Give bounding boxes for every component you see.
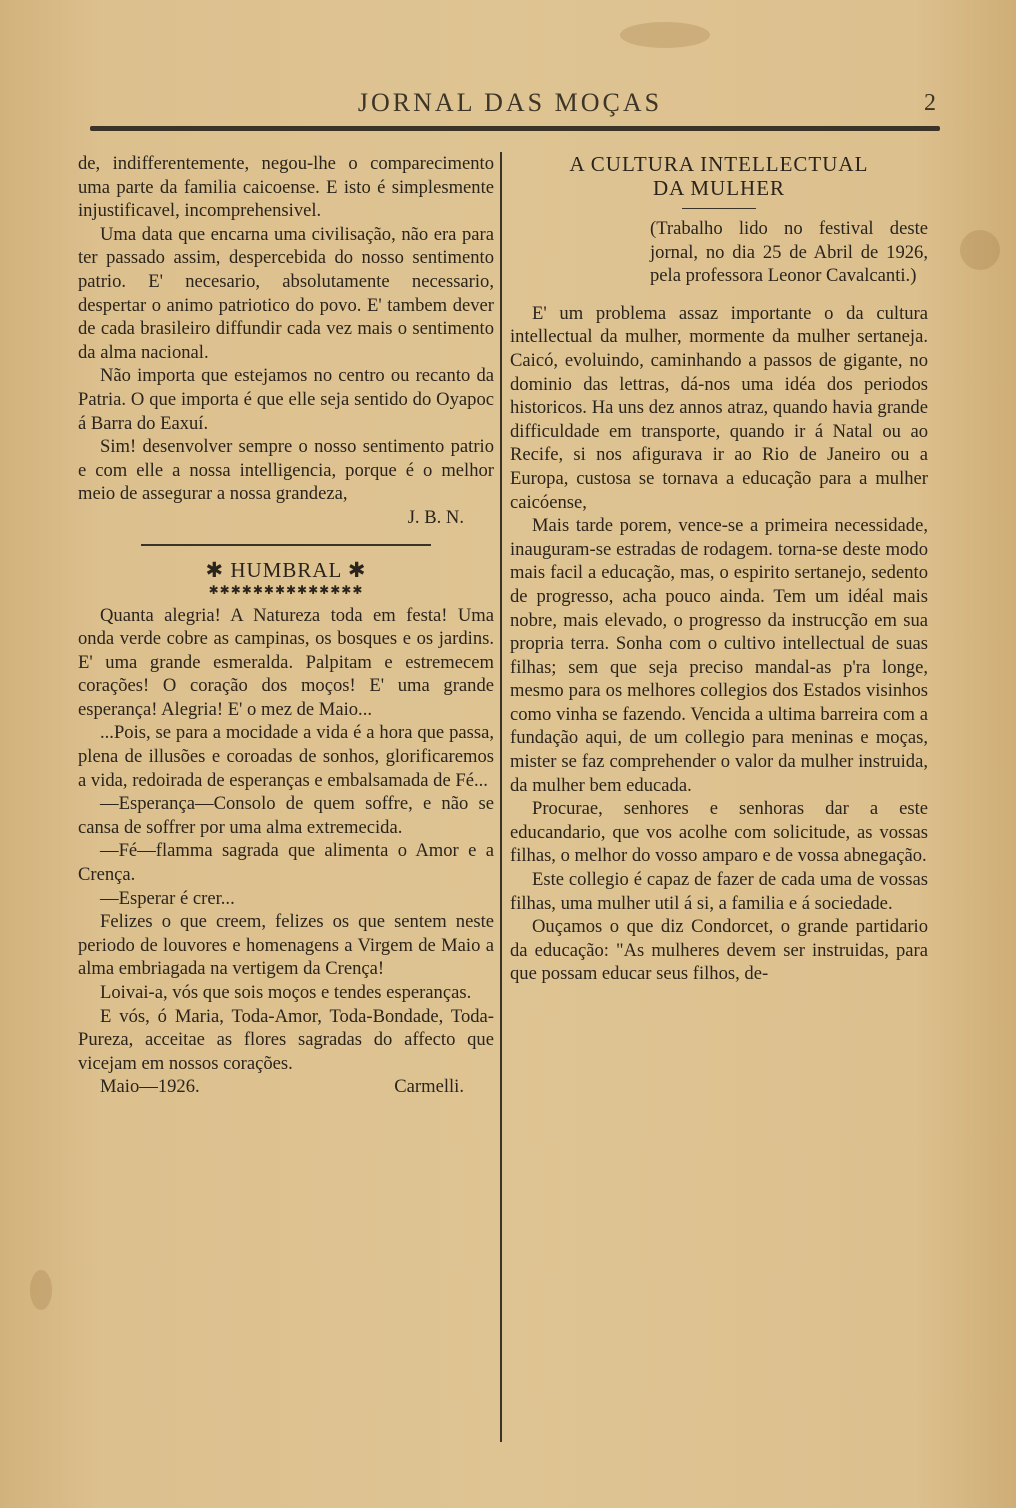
title-ornament: ✱ bbox=[347, 557, 367, 582]
article-credit: (Trabalho lido no festival deste jornal, no dia 25 de Abril de 1926, pela professora Leonor Cavalcanti.) bbox=[650, 218, 928, 287]
poem-section bbox=[78, 558, 494, 1099]
poem-paragraph: ...Pois, se para a mocidade a vida é a hora que passa, plena de illusões e coroadas de sonhos, glorificaremos a vida, redoirada de esperanças e embalsamada de Fé... bbox=[78, 722, 494, 791]
article-paragraph: Este collegio é capaz de fazer de cada uma de vossas filhas, uma mulher util á si, a familia e á sociedade. bbox=[510, 869, 928, 914]
article-signature: J. B. N. bbox=[407, 506, 464, 528]
left-column bbox=[78, 152, 494, 1099]
paper-stain bbox=[30, 1270, 52, 1310]
masthead-rule bbox=[90, 126, 940, 131]
poem-date: Maio—1926. bbox=[100, 1076, 200, 1098]
column-divider bbox=[500, 152, 502, 1442]
title-rule bbox=[682, 208, 756, 209]
page-number: 2 bbox=[924, 90, 936, 116]
poem-paragraph: —Fé—flamma sagrada que alimenta o Amor e a Crença. bbox=[78, 840, 494, 886]
article-paragraph: Mais tarde porem, vence-se a primeira necessidade, inauguram-se estradas de rodagem. torna-se deste modo mais facil a educação, mas, o espirito sertanejo, sedento de progresso, acha pouco ainda. Tem um idéal mais nobre, mais elevado, o progresso da instrucção em sua propria terra. Sonha com o cultivo intellectual de suas filhas; sem que seja preciso mandal-as p'ra longe, mesmo para os melhores collegios dos Estados visinhos como vinha se fazendo. Vencida a ultima barreira com a fundação aqui, de um collegio para meninas e moças, mister se faz comprehender o valor da mulher instruida, da mulher bem educada. bbox=[510, 515, 928, 796]
poem-paragraph: —Esperar é crer... bbox=[100, 887, 235, 909]
journal-title: JORNAL DAS MOÇAS bbox=[357, 88, 663, 117]
article-title-line: A CULTURA INTELLECTUAL bbox=[569, 152, 869, 176]
ornament-line: ✱✱✱✱✱✱✱✱✱✱✱✱✱✱ bbox=[208, 582, 364, 597]
paper-stain bbox=[960, 230, 1000, 270]
article-paragraph: Uma data que encarna uma civilisação, não era para ter passado assim, despercebida do nosso sentimento patrio. E' necesario, absolutamente necessario, despertar o animo patriotico do povo. E' tambem dever de cada brasileiro diffundir cada vez mais o sentimento da alma nacional. bbox=[78, 223, 494, 363]
article-paragraph: Ouçamos o que diz Condorcet, o grande partidario da educação: "As mulheres devem ser instruidas, para que possam educar seus filhos, de- bbox=[510, 916, 928, 985]
section-rule bbox=[141, 544, 431, 546]
poem-paragraph: Quanta alegria! A Natureza toda em festa! Uma onda verde cobre as campinas, os bosques e os jardins. E' uma grande esmeralda. Palpitam e estremecem corações! O coração dos moços! E' uma grande esperança! Alegria! E' o mez de Maio... bbox=[78, 604, 494, 720]
article-title-line: DA MULHER bbox=[652, 176, 786, 200]
paper-stain bbox=[620, 22, 710, 48]
poem-paragraph: Loivai-a, vós que sois moços e tendes esperanças. bbox=[100, 982, 472, 1003]
title-ornament: ✱ bbox=[205, 557, 225, 582]
poem-paragraph: E vós, ó Maria, Toda-Amor, Toda-Bondade, Toda-Pureza, acceitae as flores sagradas do affecto que vicejam em nossos corações. bbox=[78, 1005, 494, 1074]
right-column bbox=[510, 152, 928, 986]
article-paragraph: Sim! desenvolver sempre o nosso sentimento patrio e com elle a nossa intelligencia, porque é o melhor meio de assegurar a nossa grandeza, bbox=[78, 436, 494, 505]
article-paragraph: Procurae, senhores e senhoras dar a este educandario, que vos acolhe com solicitude, as vossas filhas, o melhor do vosso amparo e de vossa abnegação. bbox=[510, 798, 928, 867]
culture-article bbox=[510, 152, 928, 986]
poem-title: HUMBRAL bbox=[230, 557, 342, 582]
article-paragraph: E' um problema assaz importante o da cultura intellectual da mulher, mormente da mulher sertaneja. Caicó, evoluindo, caminhando a passos de gigante, no dominio das lettras, dá-nos uma idéa dos periodos historicos. Ha uns dez annos atraz, quando havia grande difficuldade em transporte, quando ir á Natal ou ao Recife, si nos afigurava ir ao Rio de Janeiro ou a Europa, custosa se tornava a educação para a mulher caicóense, bbox=[510, 302, 928, 513]
poem-paragraph: —Esperança—Consolo de quem soffre, e não se cansa de soffrer por uma alma extremecida. bbox=[78, 793, 494, 838]
article-paragraph: Não importa que estejamos no centro ou recanto da Patria. O que importa é que elle seja sentido do Oyapoc á Barra do Eaxuí. bbox=[78, 365, 494, 434]
poem-author: Carmelli. bbox=[394, 1076, 464, 1098]
poem-title-row bbox=[78, 558, 494, 582]
article-paragraph: de, indifferentemente, negou-lhe o comparecimento uma parte da familia caicoense. E isto é simplesmente injustificavel, incomprehensivel. bbox=[78, 153, 494, 222]
poem-byline bbox=[78, 1075, 494, 1099]
poem-paragraph: Felizes o que creem, felizes os que sentem neste periodo de louvores e homenagens a Virgem de Maio a alma embriagada na vertigem da Crença! bbox=[78, 911, 494, 980]
patriotic-article bbox=[78, 152, 494, 530]
masthead bbox=[80, 88, 940, 138]
